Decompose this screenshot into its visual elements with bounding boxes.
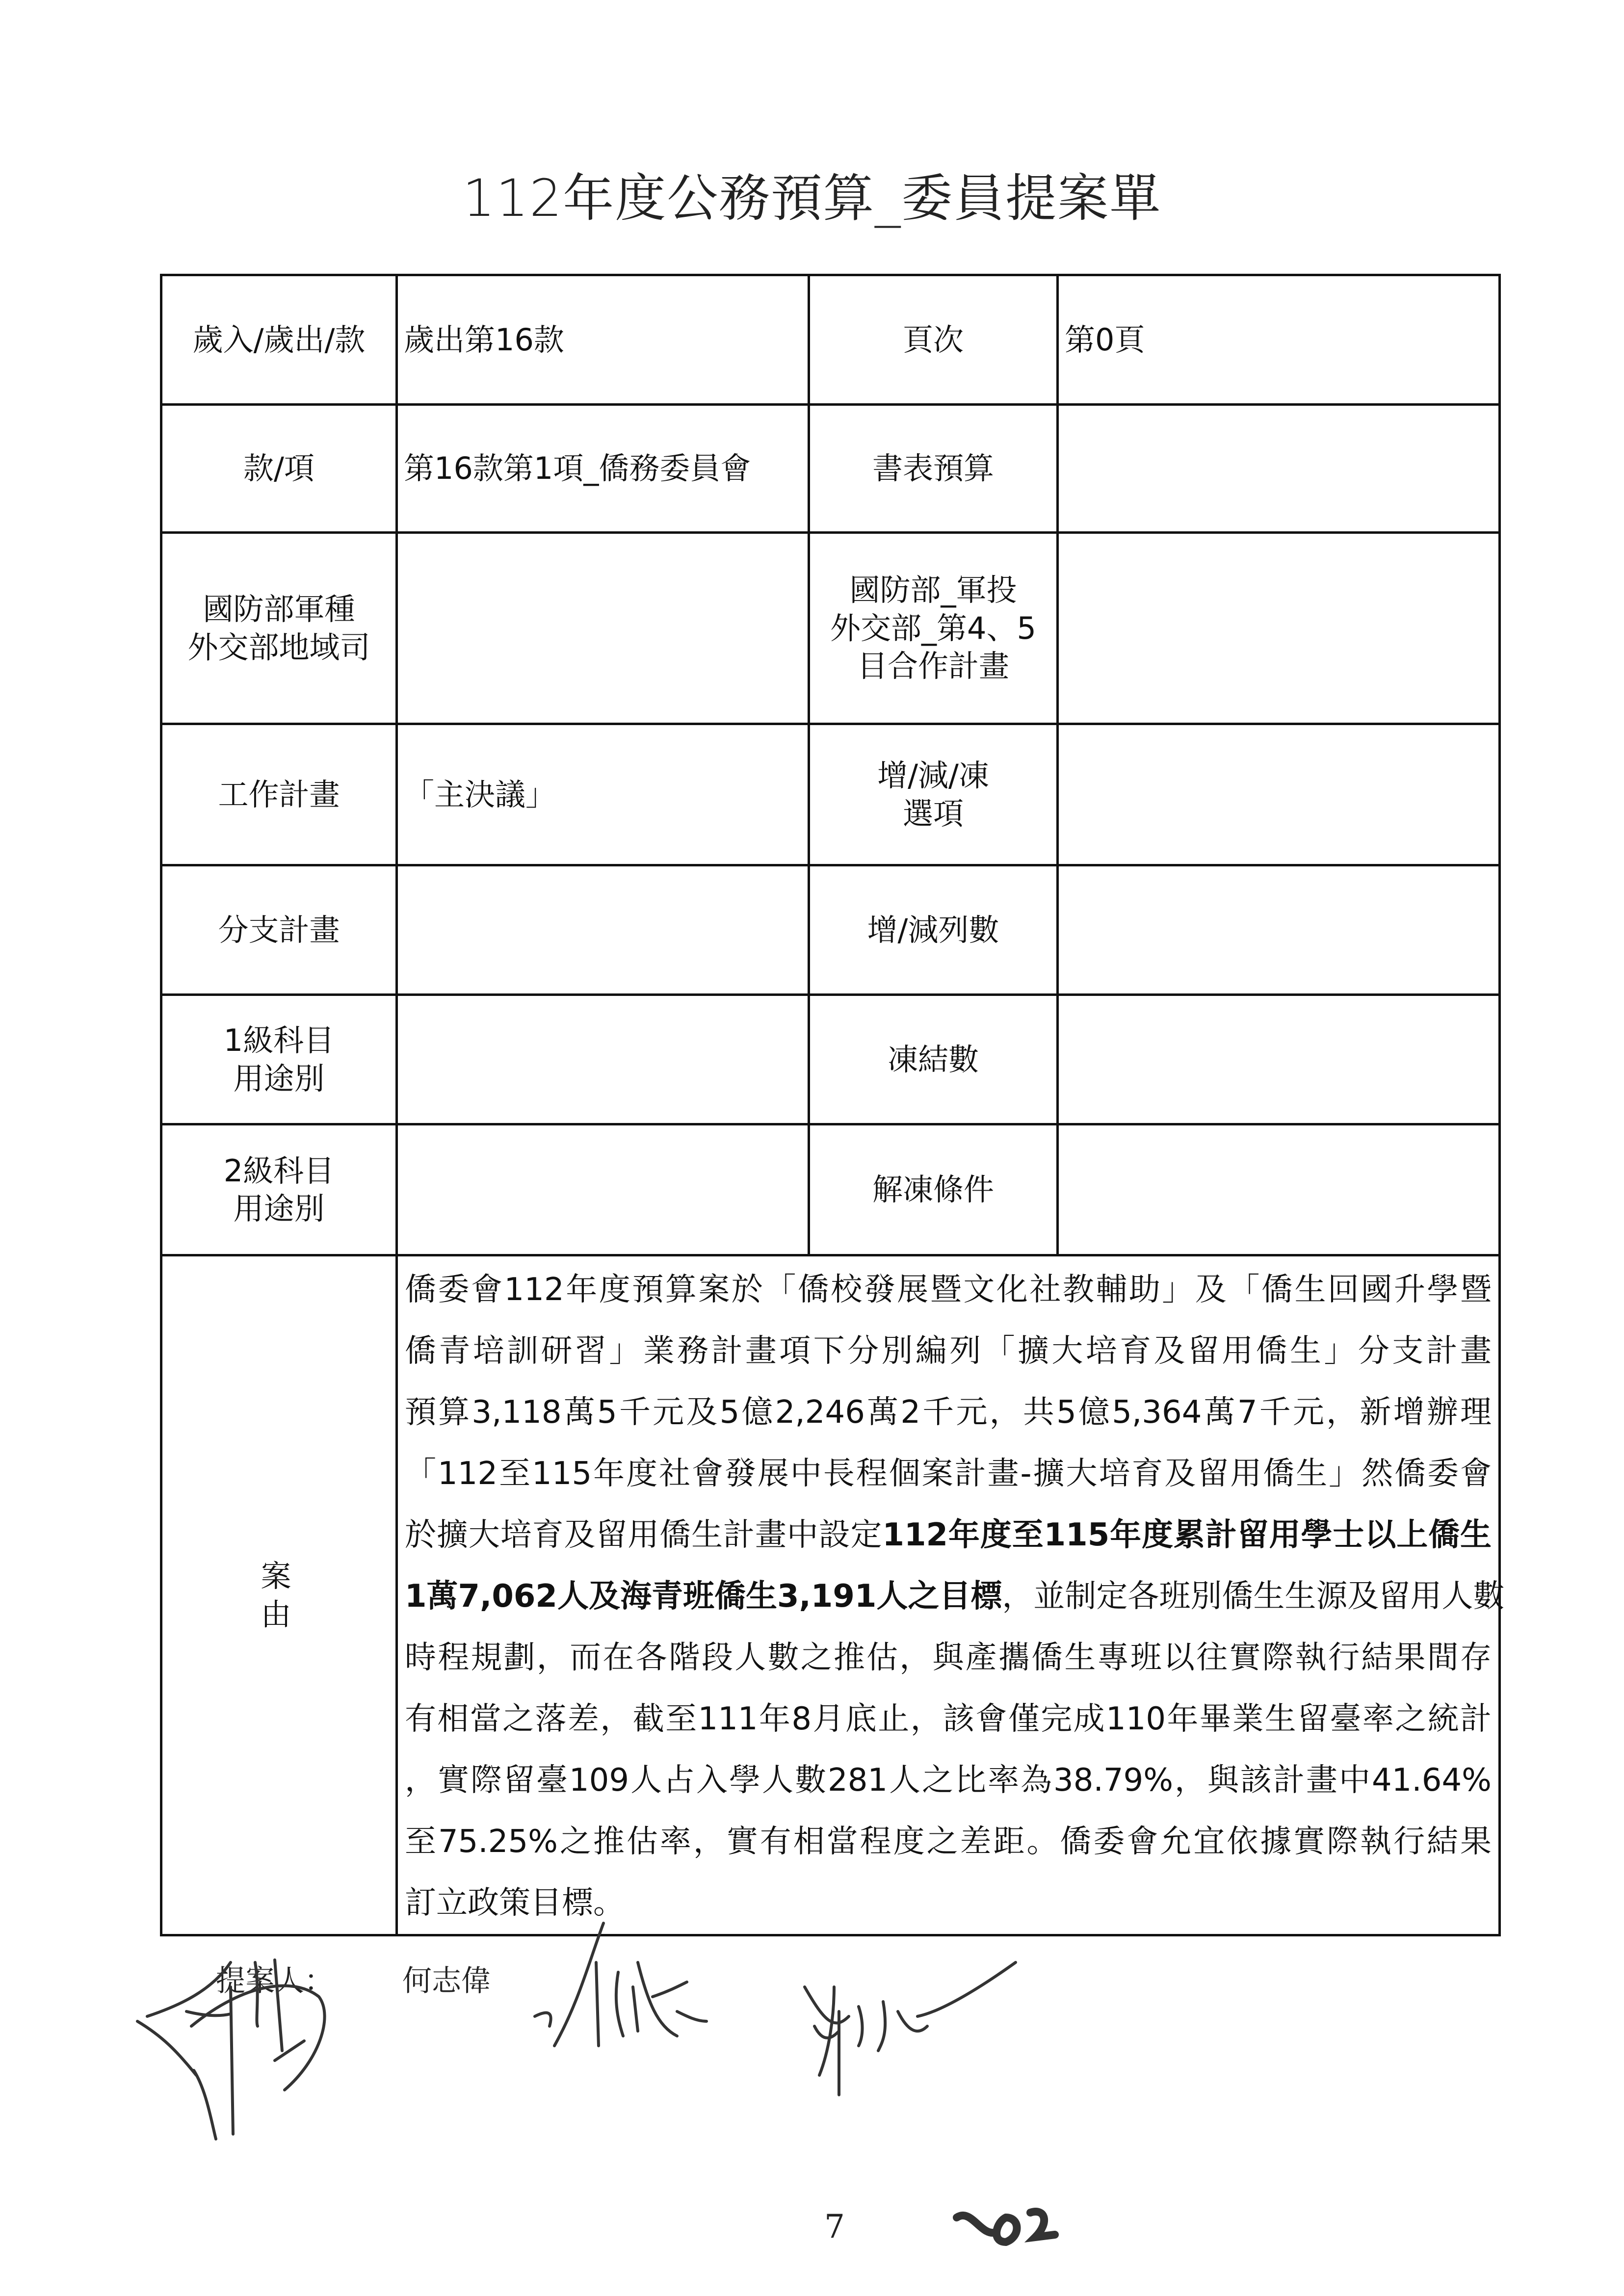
case-reason-segment: ，實際留臺109人占入學人數281人之比率為38.79%，與該計畫中41.64%	[405, 1762, 1492, 1799]
signature-number-202	[957, 2212, 1055, 2242]
field-label-text: 2級科目 用途別	[223, 1152, 335, 1226]
field-label-text: 工作計畫	[218, 776, 340, 812]
proposer-name: 何志偉	[402, 1964, 491, 1998]
field-label-text: 頁次	[902, 321, 964, 358]
signature-2	[535, 1923, 707, 2046]
page-title: 112年度公務預算_委員提案單	[462, 168, 1162, 228]
signature-1	[137, 1960, 325, 2139]
field-label-text: 國防部_軍投 外交部_第4、5 目合作計畫	[830, 572, 1036, 684]
case-reason-segment: ，並制定各班別僑生生源及留用人數	[1002, 1578, 1505, 1615]
case-reason-segment: 預算3,118萬5千元及5億2,246萬2千元，共5億5,364萬7千元，新增辦理	[405, 1394, 1492, 1431]
field-label-text: 凍結數	[887, 1041, 979, 1077]
case-reason-segment: 訂立政策目標。	[405, 1885, 625, 1921]
case-reason-segment: 於擴大培育及留用僑生計畫中設定	[405, 1517, 883, 1553]
case-reason-segment: 僑青培訓研習」業務計畫項下分別編列「擴大培育及留用僑生」分支計畫	[405, 1333, 1492, 1369]
page-number: 7	[824, 2208, 845, 2245]
field-label-text: 書表預算	[872, 450, 994, 487]
case-reason-segment: 僑委會112年度預算案於「僑校發展暨文化社教輔助」及「僑生回國升學暨	[405, 1272, 1492, 1308]
field-label-text: 國防部軍種 外交部地域司	[187, 591, 370, 665]
field-label-text: 款/項	[243, 450, 314, 487]
field-label-text: 增/減列數	[867, 912, 999, 948]
case-reason-segment: 有相當之落差，截至111年8月底止，該會僅完成110年畢業生留臺率之統計	[405, 1701, 1492, 1737]
field-value-text: 第16款第1項_僑務委員會	[404, 450, 751, 487]
field-label-text: 解凍條件	[872, 1172, 994, 1208]
field-label-text: 歲入/歲出/款	[192, 321, 366, 358]
case-reason-label: 案由	[161, 1255, 397, 1935]
proposer-label: 提案人：	[216, 1964, 334, 1998]
case-reason-segment: 1萬7,062人及海青班僑生3,191人之目標	[405, 1578, 1002, 1615]
field-value-text: 「主決議」	[404, 776, 556, 812]
field-value-text: 歲出第16款	[404, 321, 564, 358]
field-label-text: 分支計畫	[218, 912, 340, 948]
field-label-text: 增/減/凍 選項	[877, 757, 989, 832]
case-reason-segment: 至75.25%之推估率，實有相當程度之差距。僑委會允宜依據實際執行結果	[405, 1824, 1492, 1860]
case-reason-segment: 時程規劃，而在各階段人數之推估，與產攜僑生專班以往實際執行結果間存	[405, 1640, 1492, 1676]
case-reason-segment: 112年度至115年度累計留用學士以上僑生	[882, 1517, 1492, 1553]
signature-3	[805, 1962, 1016, 2095]
field-label-text: 1級科目 用途別	[223, 1022, 335, 1096]
field-value-text: 第0頁	[1065, 321, 1145, 358]
case-reason-segment: 「112至115年度社會發展中長程個案計畫-擴大培育及留用僑生」然僑委會	[405, 1456, 1492, 1492]
